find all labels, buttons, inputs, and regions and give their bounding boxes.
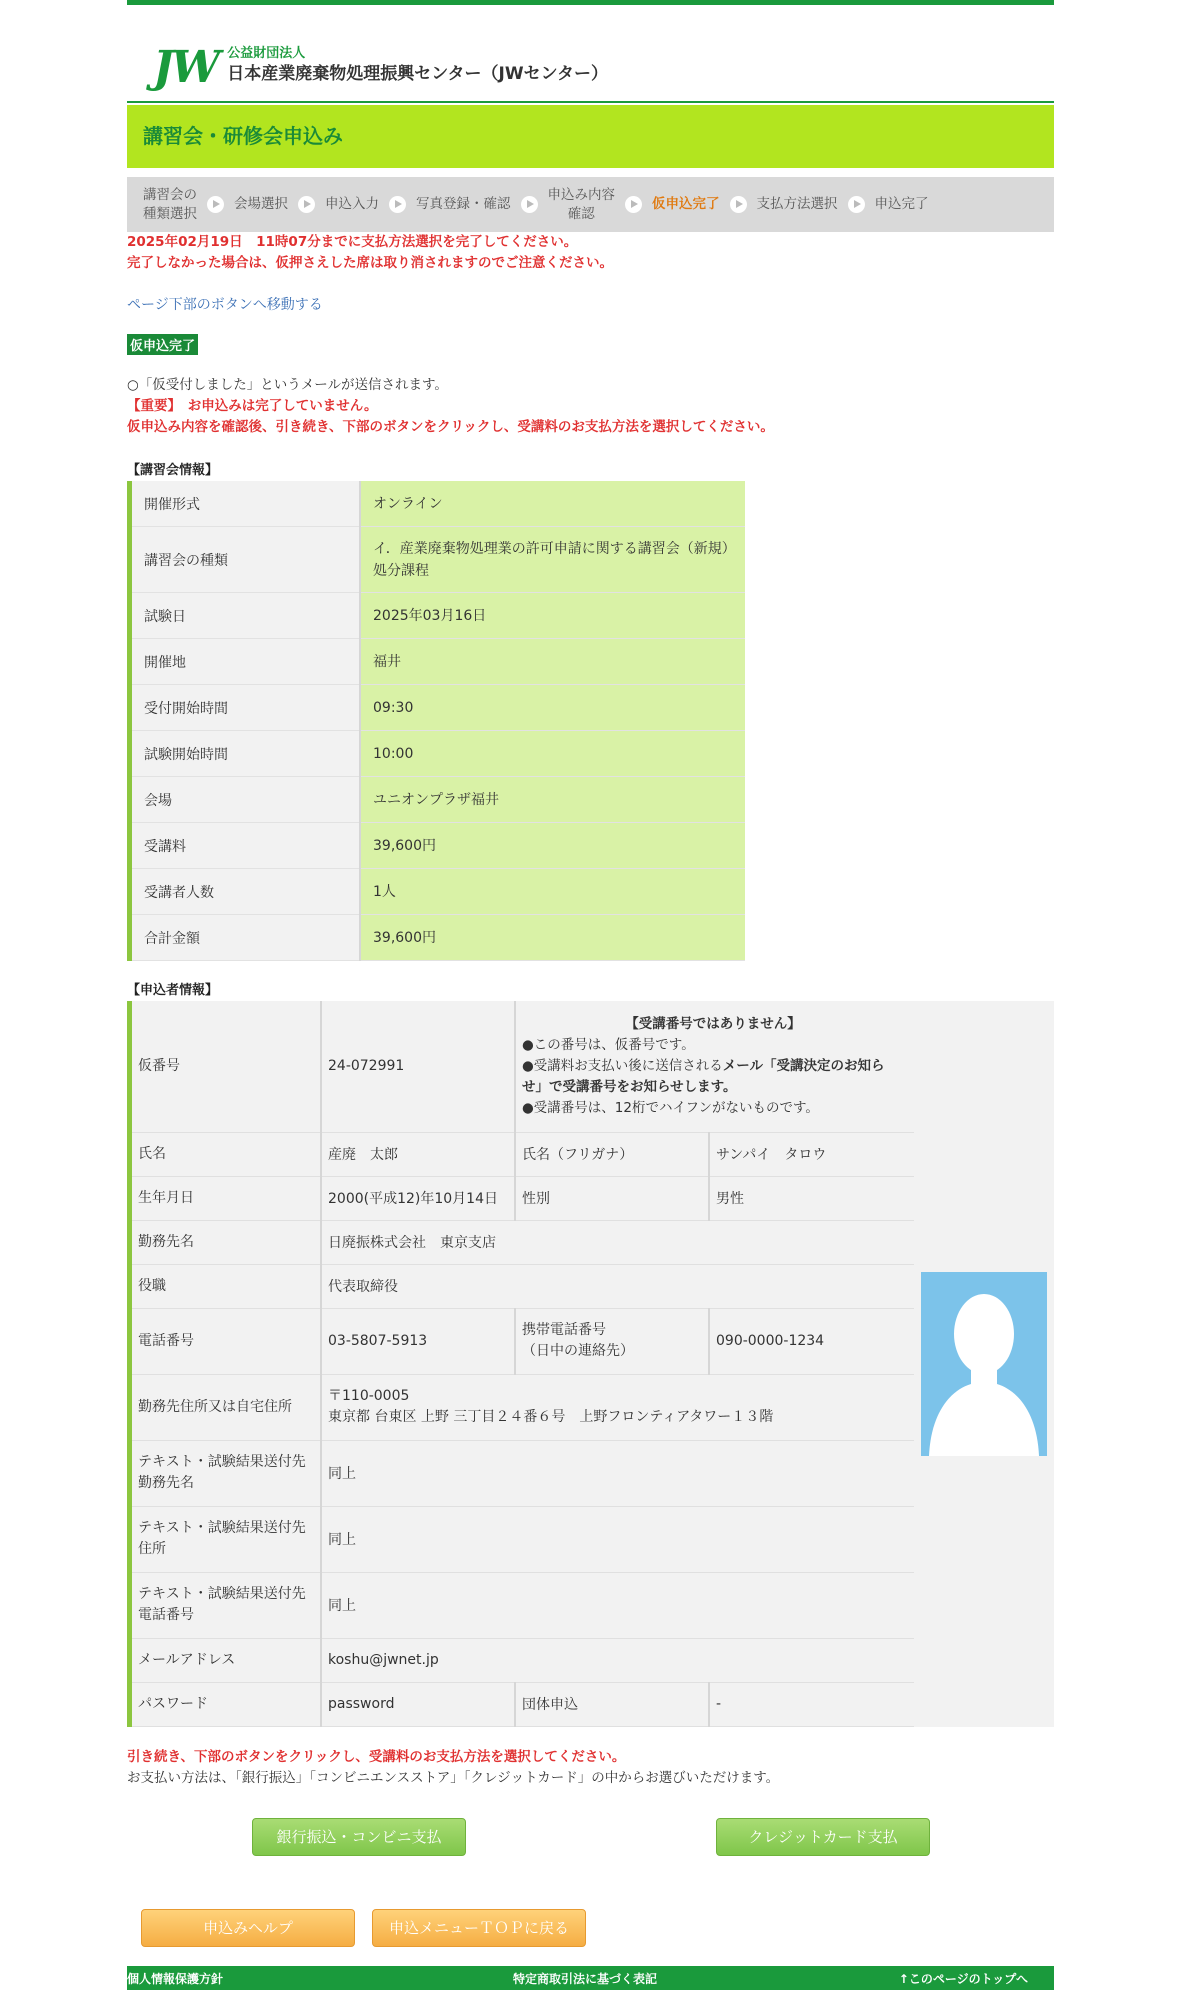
send-company-label: テキスト・試験結果送付先勤務先名 <box>130 1440 322 1506</box>
temp-number-value: 24-072991 <box>321 1001 515 1132</box>
seminar-row-key: 受講料 <box>130 823 361 869</box>
seminar-row <box>130 639 746 685</box>
seminar-row <box>130 915 746 961</box>
site-footer <box>127 1966 1054 1990</box>
temp-note-2a: ●受講料お支払い後に送信される <box>522 1057 723 1074</box>
confirm-instruction: 仮申込み内容を確認後、引き続き、下部のボタンをクリックし、受講料のお支払方法を選択してください。 <box>127 419 774 435</box>
kana-label: 氏名（フリガナ） <box>515 1132 709 1176</box>
seminar-row <box>130 869 746 915</box>
site-header <box>127 5 1054 103</box>
seminar-row-value: イ．産業廃棄物処理業の許可申請に関する講習会（新規） 処分課程 <box>360 527 745 593</box>
step-item: 申込入力 <box>325 196 379 212</box>
mail-sent-message: ○「仮受付しました」というメールが送信されます。 <box>127 377 448 393</box>
seminar-row-key: 会場 <box>130 777 361 823</box>
email-label: メールアドレス <box>130 1638 322 1682</box>
company-value: 日廃振株式会社 東京支店 <box>321 1220 914 1264</box>
seminar-row-value: ユニオンプラザ福井 <box>360 777 745 823</box>
phone-value: 03-5807-5913 <box>321 1308 515 1374</box>
seminar-row-value: 09:30 <box>360 685 745 731</box>
group-value: - <box>709 1682 914 1726</box>
seminar-row <box>130 527 746 593</box>
temp-note-2b: メール「受講決定のお知らせ」で受講番号をお知らせします。 <box>522 1057 885 1095</box>
mobile-value: 090-0000-1234 <box>709 1308 914 1374</box>
send-address-label: テキスト・試験結果送付先住所 <box>130 1506 322 1572</box>
seminar-row <box>130 593 746 639</box>
temp-note-1: ●この番号は、仮番号です。 <box>522 1036 695 1053</box>
send-phone-label: テキスト・試験結果送付先電話番号 <box>130 1572 322 1638</box>
privacy-policy-link[interactable]: 個人情報保護方針 <box>127 1972 224 1986</box>
gender-value: 男性 <box>709 1176 914 1220</box>
temp-number-label: 仮番号 <box>130 1001 322 1132</box>
applicant-info-title: 【申込者情報】 <box>127 983 219 998</box>
seminar-row-key: 試験開始時間 <box>130 731 361 777</box>
email-value: koshu@jwnet.jp <box>321 1638 914 1682</box>
seminar-row-key: 開催形式 <box>130 481 361 527</box>
step-item: 仮申込完了 <box>652 196 720 212</box>
postal-code: 〒110-0005 <box>328 1388 410 1404</box>
payment-instruction: 引き続き、下部のボタンをクリックし、受講料のお支払方法を選択してください。 <box>127 1748 626 1765</box>
seminar-info-title: 【講習会情報】 <box>127 463 219 478</box>
step-arrow-icon <box>389 196 406 213</box>
name-label: 氏名 <box>130 1132 322 1176</box>
seminar-row-value: 39,600円 <box>360 915 745 961</box>
status-badge: 仮申込完了 <box>127 334 198 355</box>
step-item: 申込完了 <box>874 196 929 212</box>
position-value: 代表取締役 <box>321 1264 914 1308</box>
birth-label: 生年月日 <box>130 1176 322 1220</box>
send-company-value: 同上 <box>321 1440 914 1506</box>
seminar-row-key: 合計金額 <box>130 915 361 961</box>
seminar-row-key: 試験日 <box>130 593 361 639</box>
name-value: 産廃 太郎 <box>321 1132 515 1176</box>
seminar-row <box>130 481 746 527</box>
kana-value: サンパイ タロウ <box>709 1132 914 1176</box>
seminar-row-value: オンライン <box>360 481 745 527</box>
temp-note-3: ●受講番号は、12桁でハイフンがないものです。 <box>522 1099 819 1116</box>
page-title: 講習会・研修会申込み <box>143 124 343 148</box>
page-title-bar <box>127 105 1054 168</box>
seminar-row <box>130 685 746 731</box>
send-address-value: 同上 <box>321 1506 914 1572</box>
seminar-row-key: 講習会の種類 <box>130 527 361 593</box>
org-name: 日本産業廃棄物処理振興センター（JWセンター） <box>227 64 608 84</box>
seminar-row-key: 受講者人数 <box>130 869 361 915</box>
seminar-row-value: 2025年03月16日 <box>360 593 745 639</box>
step-arrow-icon <box>625 196 642 213</box>
credit-card-payment-button[interactable]: クレジットカード支払 <box>716 1818 930 1856</box>
org-logo[interactable] <box>153 43 608 93</box>
menu-top-button[interactable]: 申込メニューＴＯＰに戻る <box>372 1909 586 1947</box>
seminar-info-table <box>127 481 745 961</box>
bank-convenience-payment-button[interactable]: 銀行振込・コンビニ支払 <box>252 1818 466 1856</box>
payment-methods-note: お支払い方法は、「銀行振込」「コンビニエンスストア」「クレジットカード」の中からお選びいただけます。 <box>127 1769 780 1786</box>
group-label: 団体申込 <box>515 1682 709 1726</box>
deadline-line-2: 完了しなかった場合は、仮押さえした席は取り消されますのでご注意ください。 <box>127 255 613 271</box>
step-item: 講習会の 種類選択 <box>143 186 197 222</box>
step-item: 支払方法選択 <box>756 196 838 212</box>
seminar-row-value: 福井 <box>360 639 745 685</box>
deadline-line-1: 2025年02月19日 11時07分までに支払方法選択を完了してください。 <box>127 234 578 250</box>
step-item: 申込み内容 確認 <box>547 186 615 222</box>
seminar-row <box>130 823 746 869</box>
applicant-photo <box>921 1272 1047 1456</box>
important-tag: 【重要】 <box>127 398 175 414</box>
seminar-row-value: 10:00 <box>360 731 745 777</box>
seminar-row <box>130 731 746 777</box>
send-phone-value: 同上 <box>321 1572 914 1638</box>
mobile-label: 携帯電話番号 （日中の連絡先） <box>515 1308 709 1374</box>
address-value: 東京都 台東区 上野 三丁目２４番６号 上野フロンティアタワー１３階 <box>328 1409 774 1425</box>
address-label: 勤務先住所又は自宅住所 <box>130 1374 322 1440</box>
step-arrow-icon <box>298 196 315 213</box>
important-text: お申込みは完了していません。 <box>174 398 378 414</box>
help-button[interactable]: 申込みヘルプ <box>141 1909 355 1947</box>
password-label: パスワード <box>130 1682 322 1726</box>
step-item: 写真登録・確認 <box>416 196 511 212</box>
company-label: 勤務先名 <box>130 1220 322 1264</box>
step-arrow-icon <box>207 196 224 213</box>
step-item: 会場選択 <box>234 196 288 212</box>
step-arrow-icon <box>848 196 865 213</box>
password-value: password <box>321 1682 515 1726</box>
step-arrow-icon <box>730 196 747 213</box>
applicant-info-table <box>127 1001 1054 1727</box>
seminar-row-key: 開催地 <box>130 639 361 685</box>
tokusho-link[interactable]: 特定商取引法に基づく表記 <box>513 1972 658 1986</box>
page-top-link[interactable]: ↑このページのトップへ <box>898 1972 1028 1986</box>
step-arrow-icon <box>521 196 538 213</box>
gender-label: 性別 <box>515 1176 709 1220</box>
jump-to-buttons-link[interactable]: ページ下部のボタンへ移動する <box>127 297 323 313</box>
page-container <box>127 0 1054 1789</box>
seminar-row-key: 受付開始時間 <box>130 685 361 731</box>
jw-logo-mark: JW <box>153 42 218 93</box>
person-silhouette-icon <box>921 1272 1047 1456</box>
seminar-row-value: 1人 <box>360 869 745 915</box>
birth-value: 2000(平成12)年10月14日 <box>321 1176 515 1220</box>
progress-steps <box>127 177 1054 232</box>
org-sub-label: 公益財団法人 <box>227 46 306 61</box>
temp-note-title: 【受講番号ではありません】 <box>625 1015 801 1032</box>
seminar-row <box>130 777 746 823</box>
seminar-row-value: 39,600円 <box>360 823 745 869</box>
deadline-notice <box>127 232 1054 274</box>
phone-label: 電話番号 <box>130 1308 322 1374</box>
position-label: 役職 <box>130 1264 322 1308</box>
